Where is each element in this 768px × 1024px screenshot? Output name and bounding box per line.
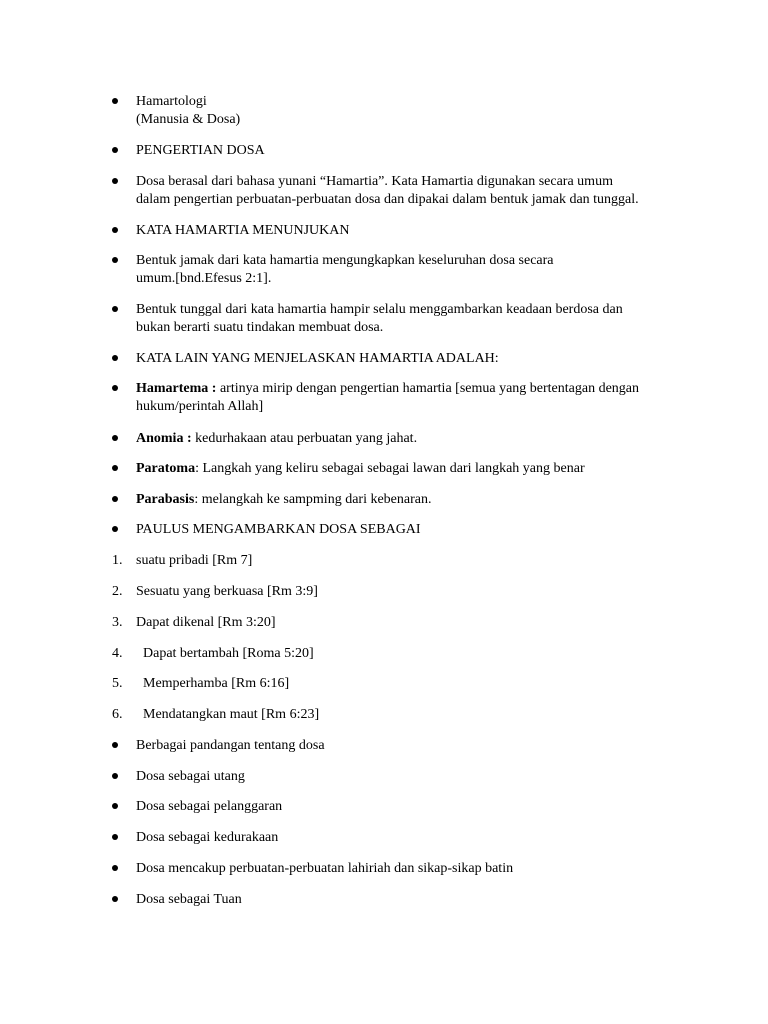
term-definition: kedurhakaan atau perbuatan yang jahat. — [191, 431, 418, 446]
bullet-icon — [112, 227, 118, 233]
item-line: KATA LAIN YANG MENJELASKAN HAMARTIA ADALAH: — [136, 351, 499, 366]
bullet-icon — [112, 526, 118, 532]
bullet-icon — [112, 496, 118, 502]
item-line: Bentuk tunggal dari kata hamartia hampir selalu menggambarkan keadaan berdosa dan — [136, 302, 623, 317]
item-line: Mendatangkan maut [Rm 6:23] — [143, 707, 320, 722]
term-label: Hamartema : — [136, 381, 217, 396]
term-label: Parabasis — [136, 492, 195, 507]
term-label: Anomia : — [136, 431, 192, 446]
item-number: 4. — [112, 646, 123, 661]
item-line: suatu pribadi [Rm 7] — [136, 553, 253, 568]
item-line: (Manusia & Dosa) — [136, 112, 241, 127]
item-number: 6. — [112, 707, 123, 722]
bullet-icon — [112, 435, 118, 441]
bullet-icon — [112, 896, 118, 902]
item-line: Berbagai pandangan tentang dosa — [136, 738, 325, 753]
bullet-icon — [112, 178, 118, 184]
item-line: PAULUS MENGAMBARKAN DOSA SEBAGAI — [136, 522, 421, 537]
bullet-icon — [112, 773, 118, 779]
bullet-icon — [112, 465, 118, 471]
item-number: 1. — [112, 553, 123, 568]
bullet-icon — [112, 803, 118, 809]
item-number: 3. — [112, 615, 123, 630]
item-line: Bentuk jamak dari kata hamartia mengungkapkan keseluruhan dosa secara — [136, 253, 554, 268]
item-line: dalam pengertian perbuatan-perbuatan dosa dan dipakai dalam bentuk jamak dan tunggal. — [136, 192, 639, 207]
item-line: Memperhamba [Rm 6:16] — [143, 676, 290, 691]
bullet-icon — [112, 306, 118, 312]
bullet-icon — [112, 742, 118, 748]
bullet-icon — [112, 98, 118, 104]
item-line: PENGERTIAN DOSA — [136, 143, 265, 158]
item-line: hukum/perintah Allah] — [136, 399, 264, 414]
item-line: Hamartologi — [136, 94, 207, 109]
item-number: 5. — [112, 676, 123, 691]
term-definition: : Langkah yang keliru sebagai sebagai lawan dari langkah yang benar — [195, 461, 585, 476]
bullet-icon — [112, 147, 118, 153]
item-line: Dosa berasal dari bahasa yunani “Hamartia”. Kata Hamartia digunakan secara umum — [136, 174, 613, 189]
term-definition: : melangkah ke sampming dari kebenaran. — [194, 492, 432, 507]
item-line: Dosa sebagai kedurakaan — [136, 830, 279, 845]
item-line: Dosa mencakup perbuatan-perbuatan lahiriah dan sikap-sikap batin — [136, 861, 514, 876]
item-line: Dapat bertambah [Roma 5:20] — [143, 646, 314, 661]
item-number: 2. — [112, 584, 123, 599]
term-label: Paratoma — [136, 461, 196, 476]
term-definition: artinya mirip dengan pengertian hamartia [semua yang bertentagan dengan — [216, 381, 640, 396]
item-line: Dosa sebagai Tuan — [136, 892, 242, 907]
bullet-icon — [112, 355, 118, 361]
item-line: Dapat dikenal [Rm 3:20] — [136, 615, 276, 630]
bullet-icon — [112, 834, 118, 840]
item-line: bukan berarti suatu tindakan membuat dosa. — [136, 320, 384, 335]
bullet-icon — [112, 257, 118, 263]
bullet-icon — [112, 385, 118, 391]
item-line: KATA HAMARTIA MENUNJUKAN — [136, 223, 350, 238]
item-line: Sesuatu yang berkuasa [Rm 3:9] — [136, 584, 318, 599]
bullet-icon — [112, 865, 118, 871]
item-line: Dosa sebagai pelanggaran — [136, 799, 283, 814]
item-line: Dosa sebagai utang — [136, 769, 245, 784]
item-line: umum.[bnd.Efesus 2:1]. — [136, 271, 272, 286]
